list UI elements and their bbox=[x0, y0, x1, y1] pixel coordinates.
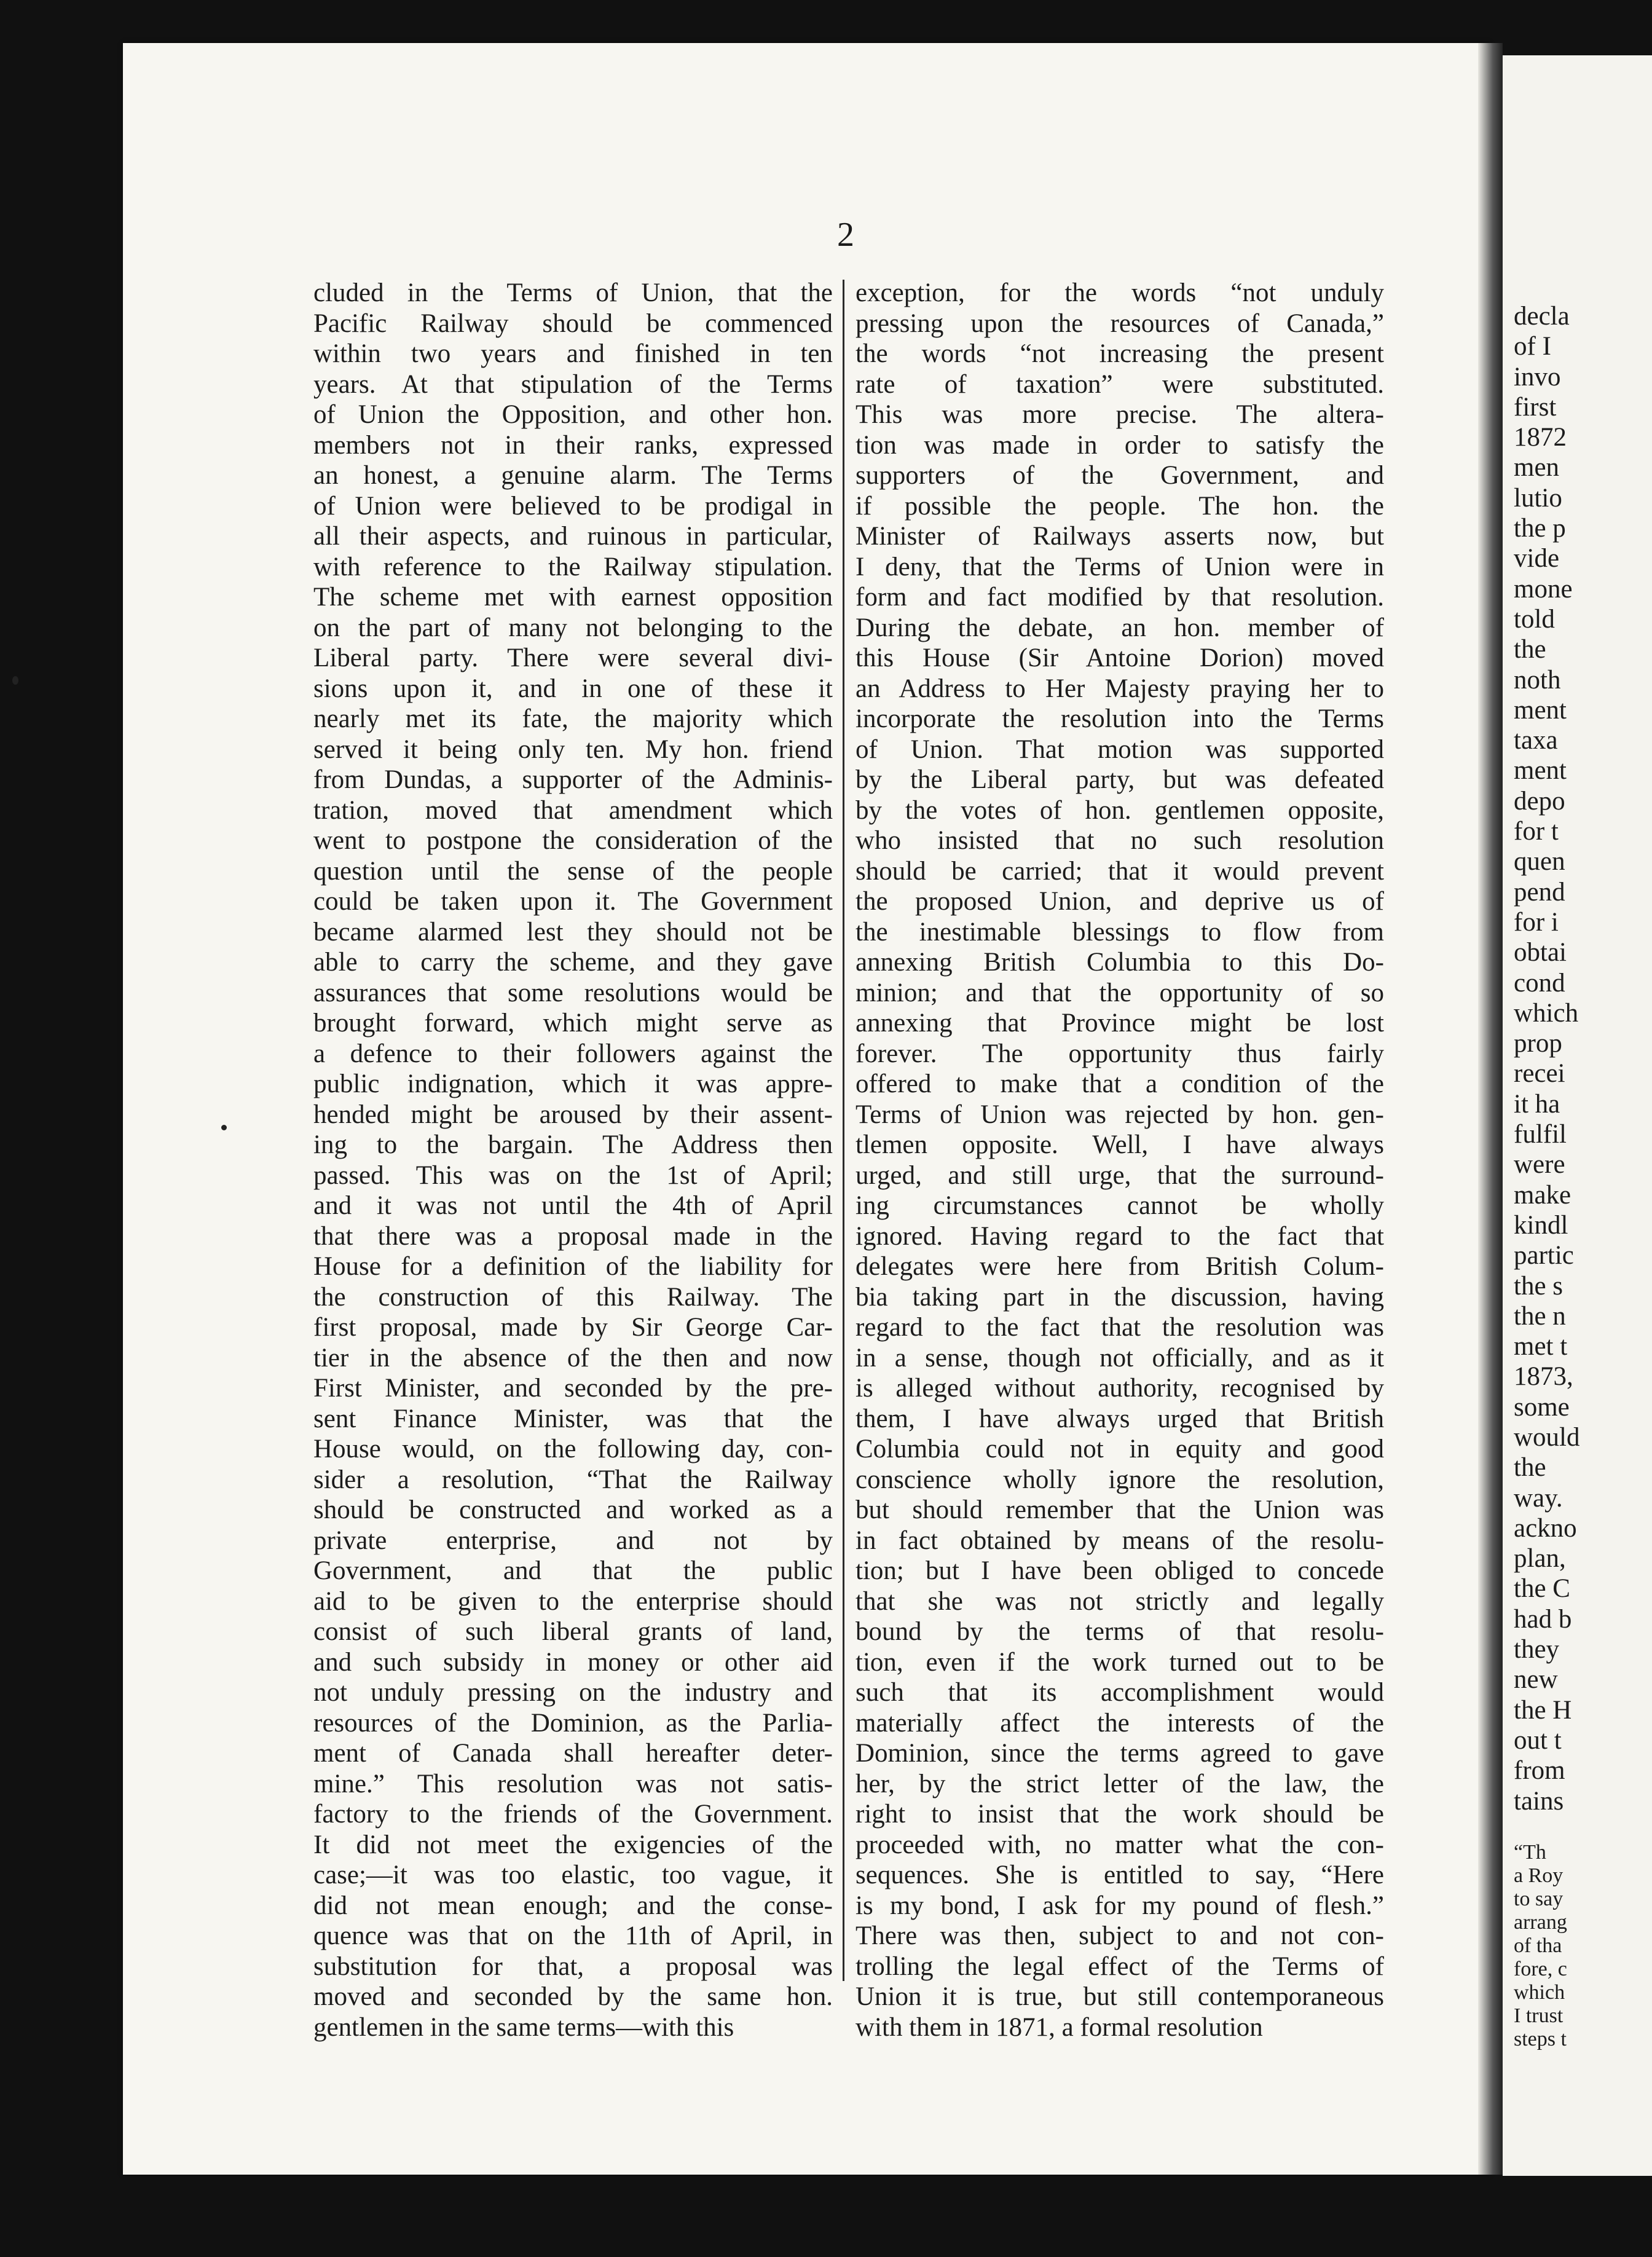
text-line: tion was made in order to satisfy the bbox=[856, 430, 1384, 460]
text-line: private enterprise, and not by bbox=[313, 1526, 833, 1555]
text-line: if possible the people. The hon. the bbox=[856, 491, 1384, 521]
margin-fragment: the bbox=[1514, 1453, 1546, 1483]
text-line: an honest, a genuine alarm. The Terms bbox=[313, 461, 833, 490]
margin-fragment: were bbox=[1514, 1150, 1565, 1180]
margin-fragment: met t bbox=[1514, 1332, 1568, 1361]
text-line: ignored. Having regard to the fact that bbox=[856, 1221, 1384, 1251]
text-line: Dominion, since the terms agreed to gave bbox=[856, 1739, 1384, 1768]
text-line: ing to the bargain. The Address then bbox=[313, 1130, 833, 1159]
margin-fragment: kindl bbox=[1514, 1210, 1568, 1240]
text-line: quence was that on the 11th of April, in bbox=[313, 1921, 833, 1950]
text-line: and it was not until the 4th of April bbox=[313, 1191, 833, 1220]
scan-speck bbox=[221, 1125, 227, 1130]
text-line: from Dundas, a supporter of the Adminis- bbox=[313, 765, 833, 794]
text-line: Liberal party. There were several divi- bbox=[313, 644, 833, 672]
text-line: the construction of this Railway. The bbox=[313, 1282, 833, 1312]
text-line: the words “not increasing the present bbox=[856, 339, 1384, 368]
margin-fragment: 1872 bbox=[1514, 423, 1567, 452]
text-line: question until the sense of the people bbox=[313, 856, 833, 886]
margin-footnote-fragment: I trust bbox=[1514, 2004, 1564, 2027]
text-line: The scheme met with earnest opposition bbox=[313, 583, 833, 612]
margin-fragment: for t bbox=[1514, 817, 1559, 846]
text-line: mine.” This resolution was not satis- bbox=[313, 1769, 833, 1798]
margin-footnote-fragment: to say bbox=[1514, 1887, 1564, 1910]
text-line: form and fact modified by that resolution. bbox=[856, 583, 1384, 612]
text-line: It did not meet the exigencies of the bbox=[313, 1830, 833, 1859]
text-line: sent Finance Minister, was that the bbox=[313, 1404, 833, 1433]
text-line: became alarmed lest they should not be bbox=[313, 917, 833, 947]
margin-footnote-fragment: a Roy bbox=[1514, 1864, 1564, 1887]
margin-fragment: vide bbox=[1514, 544, 1560, 573]
margin-fragment: decla bbox=[1514, 302, 1570, 331]
margin-footnote-fragment: arrang bbox=[1514, 1910, 1567, 1934]
text-line: This was more precise. The altera- bbox=[856, 400, 1384, 429]
text-line: of Union were believed to be prodigal in bbox=[313, 491, 833, 521]
text-line: bound by the terms of that resolu- bbox=[856, 1617, 1384, 1646]
column-rule bbox=[843, 280, 844, 1981]
text-line: the inestimable blessings to flow from bbox=[856, 917, 1384, 947]
text-line: gentlemen in the same terms—with this bbox=[313, 2012, 734, 2042]
text-line: sequences. She is entitled to say, “Here bbox=[856, 1861, 1384, 1889]
text-line: delegates were here from British Colum- bbox=[856, 1252, 1384, 1281]
text-line: urged, and still urge, that the surround- bbox=[856, 1160, 1384, 1190]
text-line: materially affect the interests of the bbox=[856, 1708, 1384, 1738]
text-line: bia taking part in the discussion, having bbox=[856, 1282, 1384, 1312]
text-line: During the debate, an hon. member of bbox=[856, 613, 1384, 642]
text-line: first proposal, made by Sir George Car- bbox=[313, 1313, 833, 1342]
margin-fragment: the p bbox=[1514, 514, 1566, 543]
text-line: in a sense, though not officially, and as it bbox=[856, 1343, 1384, 1373]
margin-fragment: of I bbox=[1514, 332, 1551, 361]
text-line: with them in 1871, a formal resolution bbox=[856, 2012, 1263, 2042]
text-line: ment of Canada shall hereafter deter- bbox=[313, 1739, 833, 1768]
margin-fragment: invo bbox=[1514, 362, 1561, 392]
text-line: House for a definition of the liability for bbox=[313, 1252, 833, 1281]
margin-fragment: the bbox=[1514, 635, 1546, 664]
text-line: within two years and finished in ten bbox=[313, 339, 833, 368]
scan-speck bbox=[12, 676, 18, 685]
margin-fragment: had b bbox=[1514, 1604, 1572, 1634]
text-line: assurances that some resolutions would be bbox=[313, 978, 833, 1007]
margin-gap bbox=[1514, 1816, 1652, 1841]
text-line: incorporate the resolution into the Terms bbox=[856, 704, 1384, 733]
text-line: tion, even if the work turned out to be bbox=[856, 1647, 1384, 1677]
text-line: pressing upon the resources of Canada,” bbox=[856, 309, 1384, 338]
text-column-left bbox=[313, 278, 833, 2042]
margin-fragment: 1873, bbox=[1514, 1362, 1573, 1392]
text-line: that there was a proposal made in the bbox=[313, 1221, 833, 1251]
margin-fragment: new bbox=[1514, 1665, 1558, 1695]
text-line: public indignation, which it was appre- bbox=[313, 1069, 833, 1098]
text-line: resources of the Dominion, as the Parlia- bbox=[313, 1708, 833, 1738]
text-line: factory to the friends of the Government. bbox=[313, 1800, 833, 1829]
text-line: cluded in the Terms of Union, that the bbox=[313, 278, 833, 307]
adjacent-page-text bbox=[1514, 301, 1652, 2051]
margin-footnote-fragment: fore, c bbox=[1514, 1957, 1567, 1980]
text-line: consist of such liberal grants of land, bbox=[313, 1617, 833, 1646]
text-line: this House (Sir Antoine Dorion) moved bbox=[856, 644, 1384, 672]
text-line: them, I have always urged that British bbox=[856, 1404, 1384, 1433]
text-line: and such subsidy in money or other aid bbox=[313, 1647, 833, 1677]
margin-fragment: pend bbox=[1514, 877, 1565, 907]
text-line: Terms of Union was rejected by hon. gen- bbox=[856, 1100, 1384, 1129]
text-line: able to carry the scheme, and they gave bbox=[313, 948, 833, 977]
text-line: should be constructed and worked as a bbox=[313, 1495, 833, 1524]
text-line: by the votes of hon. gentlemen opposite, bbox=[856, 795, 1384, 825]
margin-footnote-fragment: of tha bbox=[1514, 1934, 1562, 1957]
text-line: sions upon it, and in one of these it bbox=[313, 674, 833, 703]
text-line: hended might be aroused by their assent- bbox=[313, 1100, 833, 1129]
margin-fragment: some bbox=[1514, 1392, 1570, 1422]
text-line: First Minister, and seconded by the pre- bbox=[313, 1374, 833, 1403]
text-line: sider a resolution, “That the Railway bbox=[313, 1465, 833, 1494]
text-line: I deny, that the Terms of Union were in bbox=[856, 552, 1384, 581]
text-line: Minister of Railways asserts now, but bbox=[856, 522, 1384, 551]
text-line: all their aspects, and ruinous in particular, bbox=[313, 522, 833, 551]
text-line: a defence to their followers against the bbox=[313, 1039, 833, 1068]
margin-fragment: told bbox=[1514, 604, 1555, 634]
margin-fragment: ackno bbox=[1514, 1513, 1577, 1543]
text-line: in fact obtained by means of the resolu- bbox=[856, 1526, 1384, 1555]
margin-footnote-fragment: steps t bbox=[1514, 2027, 1567, 2050]
text-line: brought forward, which might serve as bbox=[313, 1009, 833, 1038]
text-line: exception, for the words “not unduly bbox=[856, 278, 1384, 307]
text-line: served it being only ten. My hon. friend bbox=[313, 735, 833, 764]
margin-fragment: would bbox=[1514, 1422, 1580, 1452]
text-line: annexing British Columbia to this Do- bbox=[856, 948, 1384, 977]
margin-footnote-fragment: which bbox=[1514, 1980, 1565, 2004]
margin-fragment: out t bbox=[1514, 1725, 1562, 1755]
text-line: aid to be given to the enterprise should bbox=[313, 1586, 833, 1616]
margin-fragment: the n bbox=[1514, 1301, 1566, 1331]
text-line: supporters of the Government, and bbox=[856, 461, 1384, 490]
margin-fragment: tains bbox=[1514, 1786, 1564, 1816]
margin-fragment: from bbox=[1514, 1756, 1565, 1786]
text-line: right to insist that the work should be bbox=[856, 1800, 1384, 1829]
text-line: could be taken upon it. The Government bbox=[313, 887, 833, 916]
margin-fragment: they bbox=[1514, 1635, 1560, 1664]
text-line: Union it is true, but still contemporaneous bbox=[856, 1982, 1384, 2011]
text-line: on the part of many not belonging to the bbox=[313, 613, 833, 642]
text-line: years. At that stipulation of the Terms bbox=[313, 369, 833, 399]
margin-fragment: ment bbox=[1514, 695, 1567, 725]
text-line: tion; but I have been obliged to concede bbox=[856, 1556, 1384, 1585]
margin-fragment: recei bbox=[1514, 1059, 1565, 1089]
text-line: the proposed Union, and deprive us of bbox=[856, 887, 1384, 916]
margin-fragment: depo bbox=[1514, 786, 1565, 816]
text-line: that she was not strictly and legally bbox=[856, 1586, 1384, 1616]
margin-fragment: first bbox=[1514, 392, 1557, 422]
text-line: by the Liberal party, but was defeated bbox=[856, 765, 1384, 794]
text-line: but should remember that the Union was bbox=[856, 1495, 1384, 1524]
margin-fragment: prop bbox=[1514, 1029, 1562, 1058]
text-line: is alleged without authority, recognised by bbox=[856, 1374, 1384, 1403]
text-line: Columbia could not in equity and good bbox=[856, 1435, 1384, 1463]
margin-fragment: taxa bbox=[1514, 726, 1558, 755]
text-line: conscience wholly ignore the resolution, bbox=[856, 1465, 1384, 1494]
text-line: who insisted that no such resolution bbox=[856, 826, 1384, 855]
margin-fragment: men bbox=[1514, 453, 1560, 483]
text-line: with reference to the Railway stipulation. bbox=[313, 552, 833, 581]
text-line: tlemen opposite. Well, I have always bbox=[856, 1130, 1384, 1159]
text-line: offered to make that a condition of the bbox=[856, 1069, 1384, 1098]
text-line: minion; and that the opportunity of so bbox=[856, 978, 1384, 1007]
text-line: trolling the legal effect of the Terms of bbox=[856, 1952, 1384, 1981]
text-line: rate of taxation” were substituted. bbox=[856, 369, 1384, 399]
text-line: her, by the strict letter of the law, the bbox=[856, 1769, 1384, 1798]
margin-fragment: cond bbox=[1514, 968, 1565, 998]
margin-fragment: the C bbox=[1514, 1574, 1570, 1604]
margin-fragment: the s bbox=[1514, 1271, 1564, 1301]
text-line: should be carried; that it would prevent bbox=[856, 856, 1384, 886]
margin-fragment: which bbox=[1514, 998, 1579, 1028]
text-line: House would, on the following day, con- bbox=[313, 1435, 833, 1463]
text-line: case;—it was too elastic, too vague, it bbox=[313, 1861, 833, 1889]
text-line: substitution for that, a proposal was bbox=[313, 1952, 833, 1981]
margin-fragment: make bbox=[1514, 1180, 1571, 1210]
text-line: proceeded with, no matter what the con- bbox=[856, 1830, 1384, 1859]
text-line: There was then, subject to and not con- bbox=[856, 1921, 1384, 1950]
text-line: of Union the Opposition, and other hon. bbox=[313, 400, 833, 429]
text-line: tier in the absence of the then and now bbox=[313, 1343, 833, 1373]
text-line: regard to the fact that the resolution was bbox=[856, 1313, 1384, 1342]
margin-fragment: ment bbox=[1514, 756, 1567, 786]
margin-fragment: for i bbox=[1514, 907, 1559, 937]
margin-fragment: obtai bbox=[1514, 938, 1567, 967]
margin-fragment: the H bbox=[1514, 1695, 1572, 1725]
margin-fragment: lutio bbox=[1514, 483, 1562, 513]
text-line: nearly met its fate, the majority which bbox=[313, 704, 833, 733]
text-line: of Union. That motion was supported bbox=[856, 735, 1384, 764]
text-line: not unduly pressing on the industry and bbox=[313, 1678, 833, 1707]
text-line: is my bond, I ask for my pound of flesh.” bbox=[856, 1891, 1384, 1920]
margin-fragment: plan, bbox=[1514, 1544, 1566, 1574]
text-line: an Address to Her Majesty praying her to bbox=[856, 674, 1384, 703]
text-line: ing circumstances cannot be wholly bbox=[856, 1191, 1384, 1220]
margin-footnote-fragment: “Th bbox=[1514, 1840, 1546, 1864]
text-line: did not mean enough; and the conse- bbox=[313, 1891, 833, 1920]
text-line: Pacific Railway should be commenced bbox=[313, 309, 833, 338]
margin-fragment: mone bbox=[1514, 574, 1573, 604]
text-line: tration, moved that amendment which bbox=[313, 795, 833, 825]
text-line: passed. This was on the 1st of April; bbox=[313, 1160, 833, 1190]
text-line: moved and seconded by the same hon. bbox=[313, 1982, 833, 2011]
margin-fragment: way. bbox=[1514, 1483, 1563, 1513]
margin-fragment: noth bbox=[1514, 665, 1561, 695]
margin-fragment: quen bbox=[1514, 847, 1565, 876]
text-line: went to postpone the consideration of the bbox=[313, 826, 833, 855]
margin-fragment: partic bbox=[1514, 1241, 1574, 1270]
text-line: annexing that Province might be lost bbox=[856, 1009, 1384, 1038]
margin-fragment: it ha bbox=[1514, 1089, 1560, 1119]
page-number: 2 bbox=[837, 216, 855, 254]
text-line: Government, and that the public bbox=[313, 1556, 833, 1585]
text-column-right bbox=[856, 278, 1384, 2042]
text-line: members not in their ranks, expressed bbox=[313, 430, 833, 460]
margin-fragment: fulfil bbox=[1514, 1120, 1567, 1149]
text-line: forever. The opportunity thus fairly bbox=[856, 1039, 1384, 1068]
page-gutter-shadow bbox=[1478, 43, 1503, 2175]
text-line: such that its accomplishment would bbox=[856, 1678, 1384, 1707]
